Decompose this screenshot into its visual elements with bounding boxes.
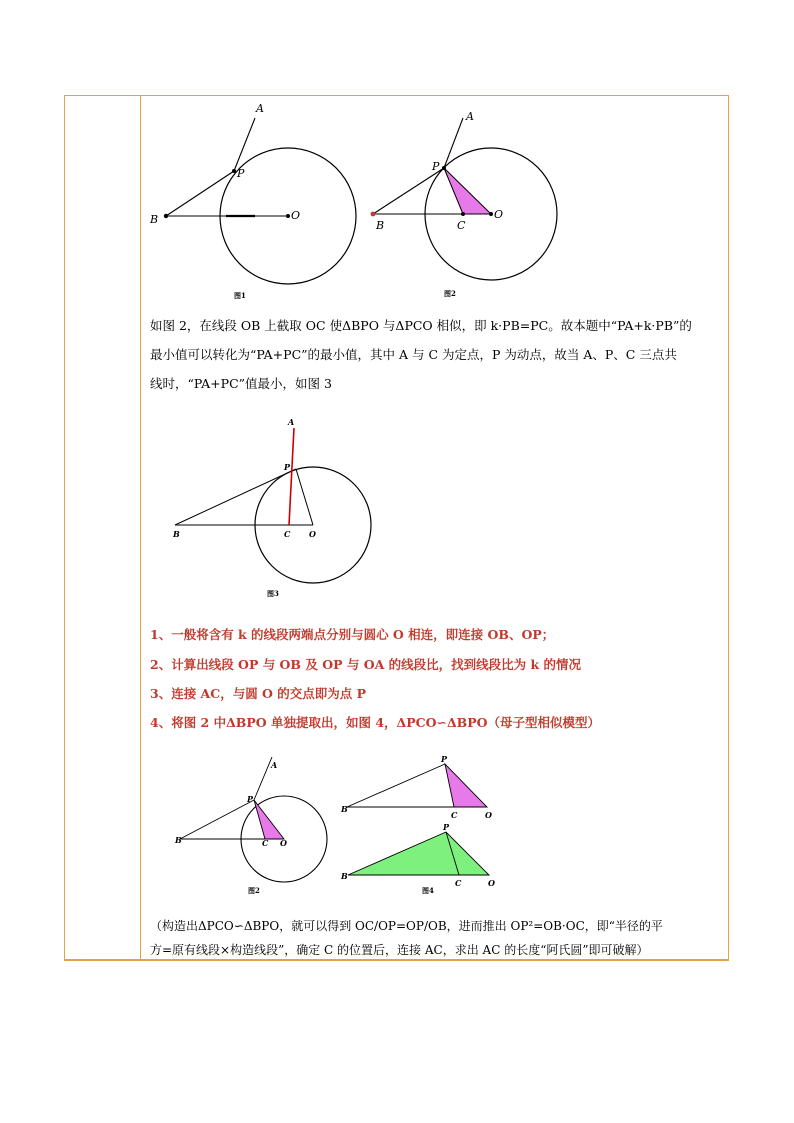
label-a: A <box>288 417 295 427</box>
triangle-pco <box>444 168 491 214</box>
caption-fig4: 图4 <box>422 886 434 895</box>
segment-bp <box>180 800 254 839</box>
paragraph-line: 最小值可以转化为“PA+PC”的最小值，其中 A 与 C 为定点，P 为动点，故当 A、P、C 三点共 <box>150 347 677 362</box>
label-b: B <box>150 213 159 226</box>
step-4: 4、将图 2 中ΔBPO 单独提取出，如图 4，ΔPCO∽ΔBPO（母子型相似模型） <box>150 715 601 730</box>
paragraph-line: 线时，“PA+PC”值最小，如图 3 <box>150 376 332 391</box>
point-b <box>164 214 168 218</box>
segment-bp <box>175 469 296 525</box>
label-p: P <box>237 167 245 180</box>
label-o: O <box>291 209 301 222</box>
label-c: C <box>262 838 269 848</box>
caption-fig2: 图2 <box>444 289 456 298</box>
note-line: 方=原有线段×构造线段”，确定 C 的位置后，连接 AC，求出 AC 的长度“阿氏圆”即可破解） <box>150 943 649 957</box>
label-o: O <box>494 208 504 221</box>
label-a: A <box>256 102 264 115</box>
step-1: 1、一般将含有 k 的线段两端点分别与圆心 O 相连，即连接 OB、OP； <box>150 627 555 642</box>
point-b <box>371 212 376 217</box>
point-o <box>489 212 493 216</box>
segment-pa <box>444 118 463 168</box>
point-o <box>286 214 290 218</box>
segment-bp <box>373 168 444 214</box>
label-p: P <box>432 160 440 173</box>
figure-2 <box>360 98 580 308</box>
segment-po <box>296 469 313 525</box>
label-c-bottom: C <box>455 878 462 888</box>
label-o-top: O <box>485 810 492 820</box>
figure-1 <box>140 98 360 308</box>
line-ac <box>289 428 294 525</box>
paragraph-line: 如图 2，在线段 OB 上截取 OC 使ΔBPO 与ΔPCO 相似，即 k·PB=PC。故本题中“PA+k·PB”的 <box>150 318 692 333</box>
figure-2-copy <box>170 752 340 897</box>
label-c: C <box>284 529 291 539</box>
step-3: 3、连接 AC，与圆 O 的交点即为点 P <box>150 686 367 701</box>
caption-fig3: 图3 <box>267 589 279 598</box>
label-p: P <box>284 462 291 472</box>
label-o: O <box>280 838 287 848</box>
label-c-top: C <box>451 810 458 820</box>
segment-pa <box>254 757 272 800</box>
label-c: C <box>457 219 466 232</box>
figure-4 <box>340 752 505 897</box>
point-p <box>232 169 236 173</box>
point-p <box>442 166 446 170</box>
point-c <box>461 212 465 216</box>
caption-fig1: 图1 <box>234 291 246 300</box>
label-b: B <box>376 219 385 232</box>
label-b-bottom: B <box>341 871 348 881</box>
label-a: A <box>271 760 278 770</box>
label-a: A <box>466 110 474 123</box>
closing-note <box>150 914 722 962</box>
label-b-top: B <box>341 804 348 814</box>
caption-fig2-copy: 图2 <box>248 886 260 895</box>
note-line: （构造出ΔPCO∽ΔBPO，就可以得到 OC/OP=OP/OB，进而推出 OP²=OB·OC，即“半径的平 <box>150 919 663 933</box>
segment-bp-top <box>347 764 445 807</box>
triangle-bpo-bottom <box>348 832 489 875</box>
label-o-bottom: O <box>488 878 495 888</box>
label-b: B <box>173 529 180 539</box>
triangle-pco <box>254 800 284 839</box>
label-o: O <box>309 529 316 539</box>
label-b: B <box>175 835 182 845</box>
label-p-bottom: P <box>443 822 450 832</box>
triangle-pco-top <box>445 764 487 807</box>
step-2: 2、计算出线段 OP 与 OB 及 OP 与 OA 的线段比，找到线段比为 k 的情况 <box>150 657 581 672</box>
label-p: P <box>247 794 254 804</box>
label-p-top: P <box>441 754 448 764</box>
explanation-paragraph <box>150 311 722 398</box>
figure-3 <box>160 415 400 605</box>
